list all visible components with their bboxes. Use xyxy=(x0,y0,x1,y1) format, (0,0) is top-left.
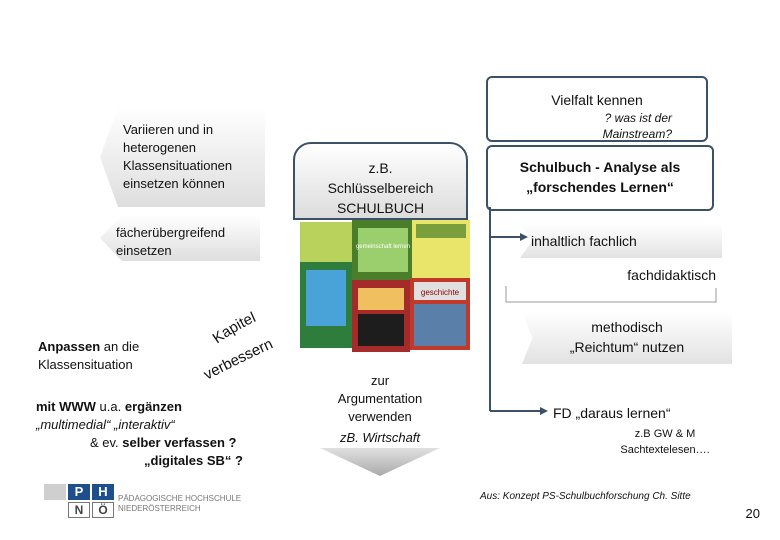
mainstream-text: ? was ist der Mainstream? xyxy=(602,111,672,141)
textbook-covers xyxy=(292,218,477,358)
svg-text:verbessern xyxy=(201,335,275,383)
center-example: zB. Wirtschaft xyxy=(339,430,421,445)
forschend-text: Schulbuch - Analyse als „forschendes Lernen“ xyxy=(519,159,681,195)
gemeinschaft-cover-title: gemeinschaft lernen xyxy=(355,244,411,250)
page-number: 20 xyxy=(745,506,760,521)
verbessern-label: verbessern xyxy=(201,335,276,384)
vielfalt-title: Vielfalt kennen xyxy=(551,92,643,108)
kapitel-verbessern-curved xyxy=(195,300,305,390)
inhaltlich-text: inhaltlich fachlich xyxy=(531,233,637,249)
institution-name: PÄDAGOGISCHE HOCHSCHULE NIEDERÖSTERREICH xyxy=(118,494,242,513)
variieren-text: Variieren und in heterogenen Klassensituationen einsetzen können xyxy=(123,122,233,191)
anpassen-text: Anpassen an die Klassensituation xyxy=(38,339,140,372)
geschichte-cover-title: geschichte xyxy=(420,288,460,297)
kapitel-label: Kapitel xyxy=(209,309,259,348)
center-title: z.B. Schlüsselbereich SCHULBUCH xyxy=(327,160,434,216)
fachdidaktisch-bracket xyxy=(486,282,726,312)
fd-text: FD „daraus lernen“ xyxy=(553,405,671,421)
www-block: mit WWW u.a. ergänzen „multimedial“ „interaktiv“ & ev. selber verfassen ? „digitales SB“ ? xyxy=(36,399,243,468)
fachdidaktisch-text: fachdidaktisch xyxy=(627,267,716,283)
center-bottom-text: zur Argumentation verwenden xyxy=(337,373,423,424)
ph-logo: P H N Ö xyxy=(44,484,92,520)
source-citation: Aus: Konzept PS-Schulbuchforschung Ch. Sitte xyxy=(480,491,691,502)
gw-text: z.B GW & M Sachtextelesen…. xyxy=(620,428,710,456)
methodisch-text: methodisch „Reichtum“ nutzen xyxy=(569,319,685,355)
svg-text:Kapitel xyxy=(210,309,259,347)
faecher-text: fächerübergreifend einsetzen xyxy=(116,225,226,258)
down-arrow-shadow xyxy=(320,448,440,478)
